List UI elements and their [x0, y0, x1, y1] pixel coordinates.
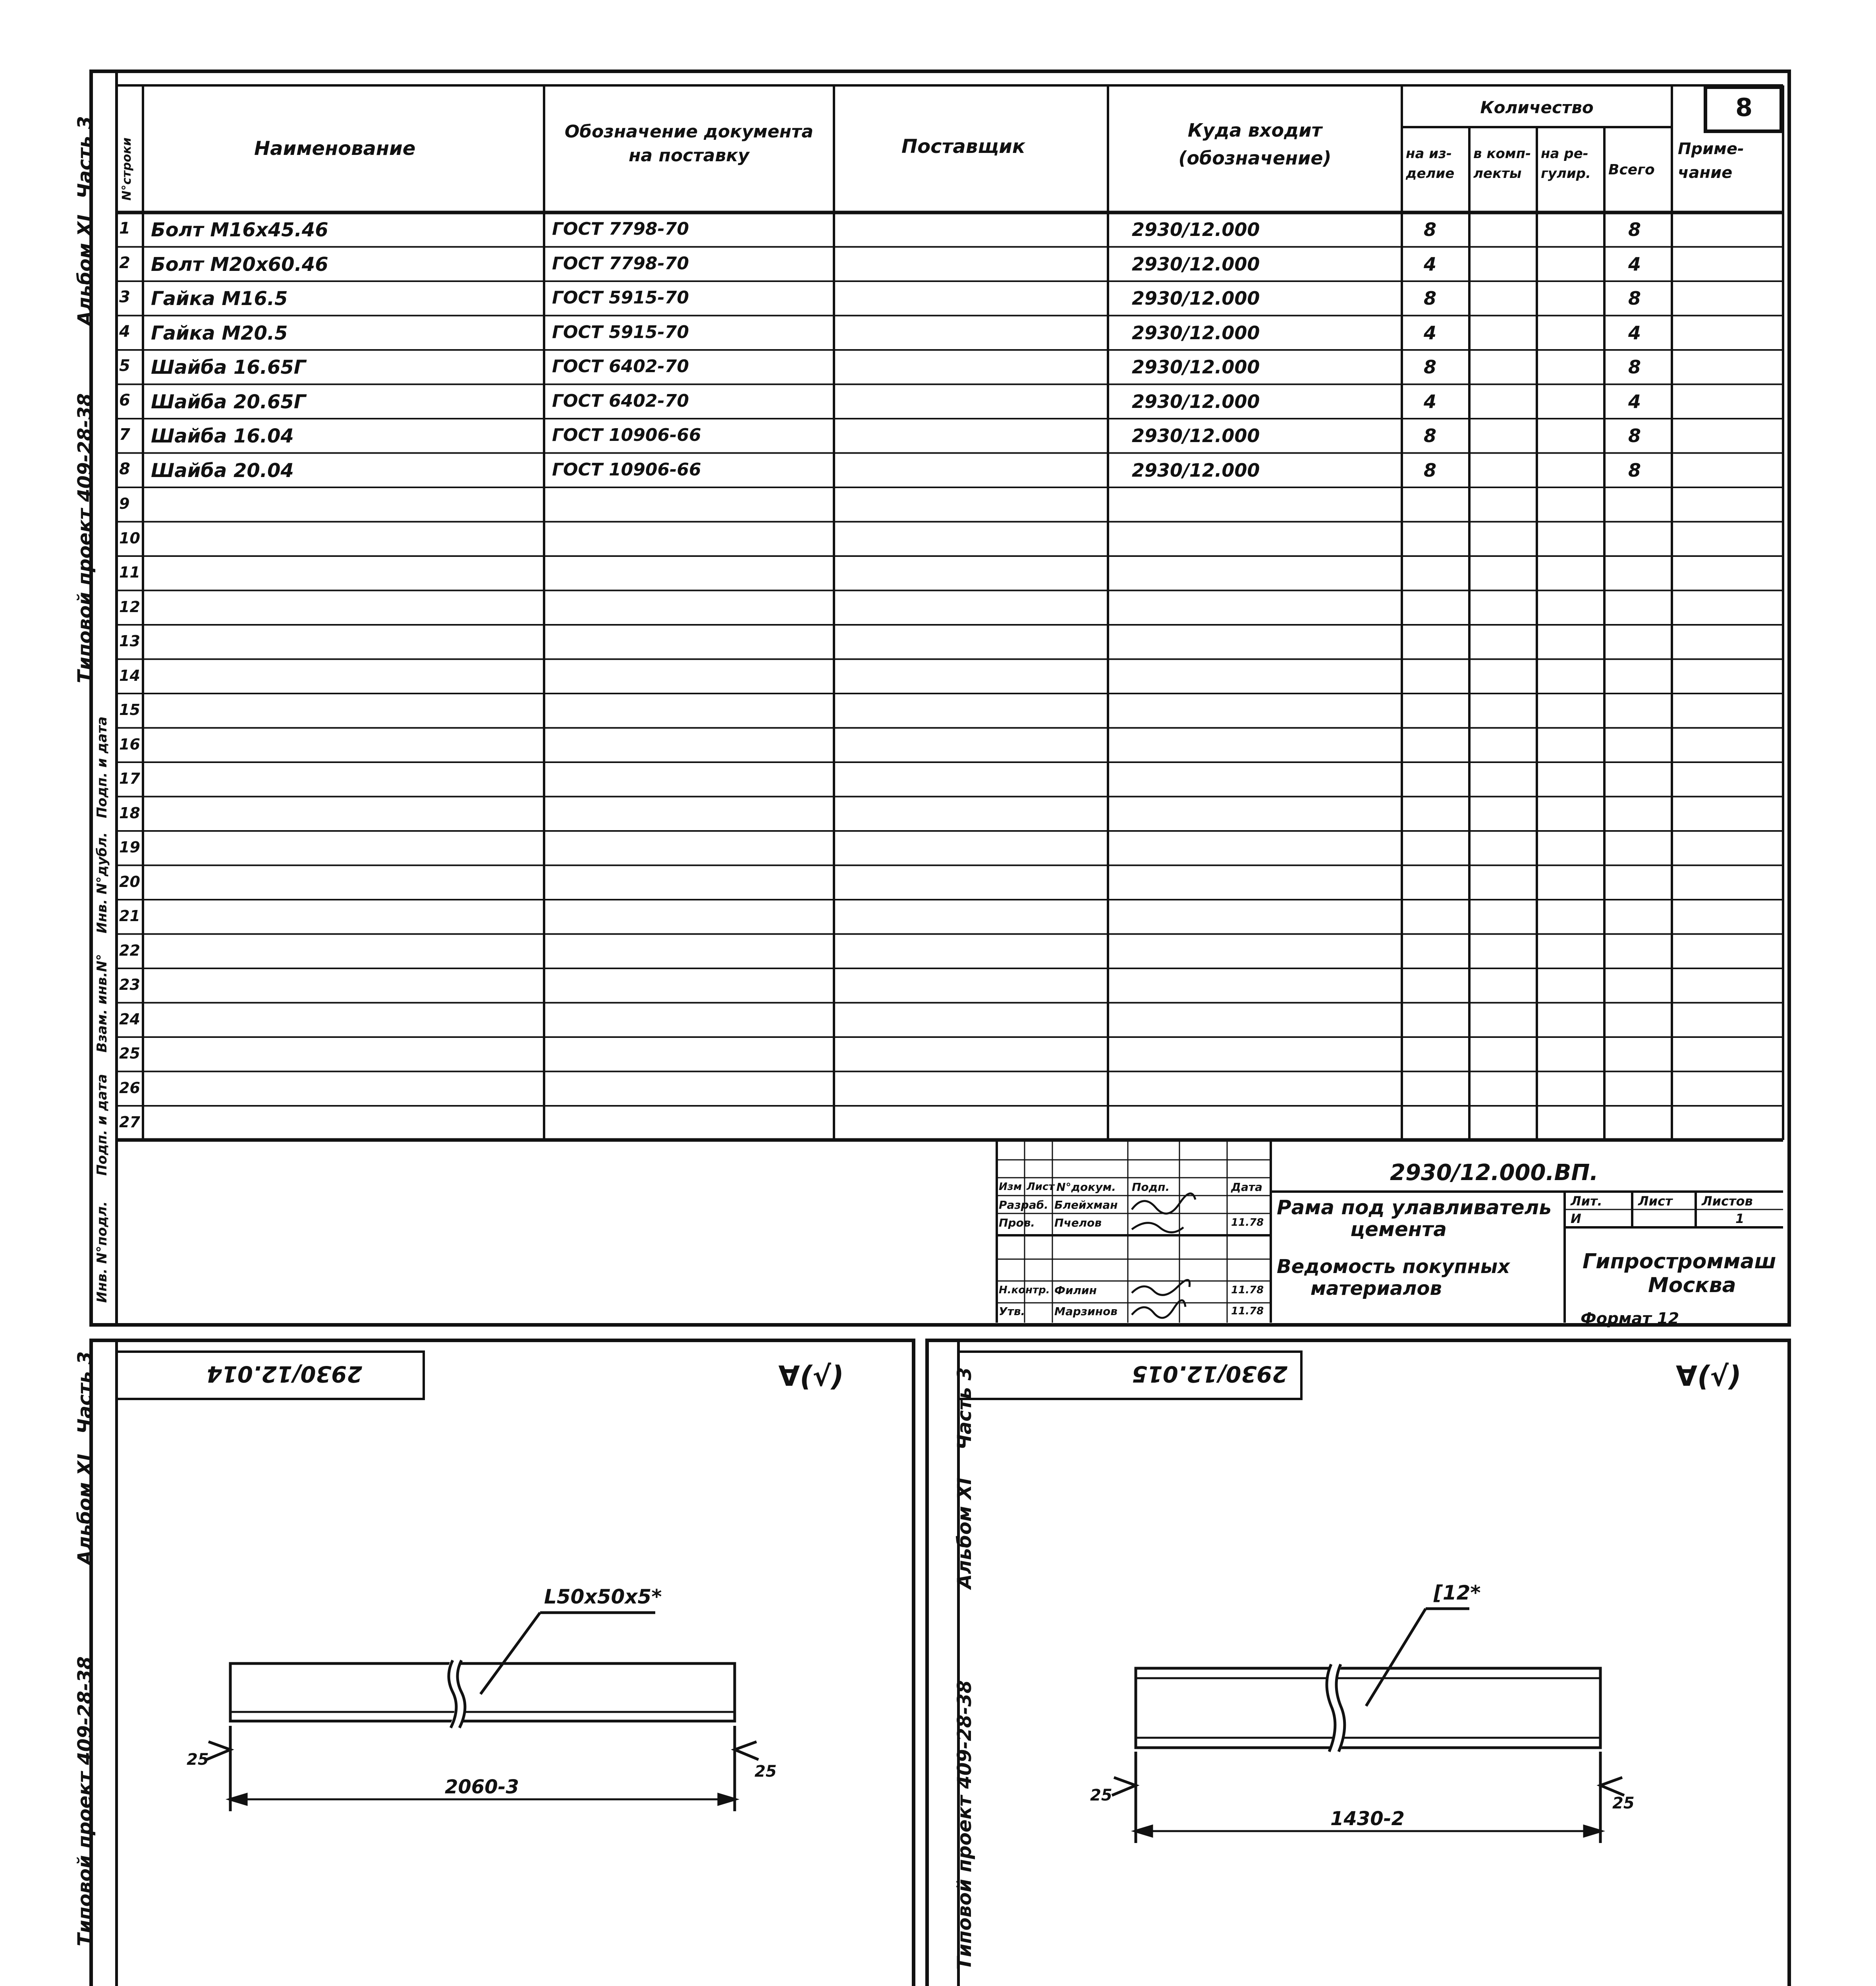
spec-tb-izm: Изм [999, 1181, 1022, 1193]
spec-doc-code: 2930/12.000.ВП. [1390, 1160, 1598, 1186]
spec-side-part: Часть 3 [74, 116, 96, 199]
row-number: 24 [119, 1010, 140, 1028]
spec-side-project: Типовой проект 409-28-38 [74, 393, 96, 683]
spec-tb-org-2: Москва [1648, 1273, 1736, 1297]
spec-title-2: цемента [1350, 1218, 1447, 1241]
row-doc: ГОСТ 7798-70 [552, 219, 689, 239]
row-number: 17 [119, 770, 140, 787]
spec-side-stamp-3: Инв. N°дубл. [94, 832, 110, 933]
right-side-part: Часть 3 [953, 1367, 976, 1450]
row-number: 23 [119, 976, 140, 993]
row-number: 7 [119, 425, 130, 444]
spec-tb-razrab: Разраб. [999, 1198, 1048, 1211]
header-qty-item-2: делие [1406, 166, 1455, 182]
header-qty-item-1: на из- [1406, 146, 1452, 162]
right-roughness: ∀(√) [1676, 1360, 1741, 1393]
row-number: 12 [119, 598, 140, 616]
left-angle-left: 25 [187, 1750, 209, 1769]
row-dest: 2930/12.000 [1132, 390, 1260, 412]
left-profile-label: L50х50х5* [544, 1585, 662, 1608]
header-note-2: чание [1678, 164, 1733, 182]
row-dest: 2930/12.000 [1132, 425, 1260, 446]
row-number: 8 [119, 460, 130, 478]
row-number: 16 [119, 735, 140, 753]
spec-tb-listov-val: 1 [1735, 1211, 1745, 1226]
row-number: 4 [119, 322, 130, 341]
row-qty-item: 4 [1424, 390, 1437, 412]
row-qty-total: 8 [1628, 459, 1641, 481]
spec-title-1: Рама под улавливатель [1277, 1196, 1552, 1219]
row-doc: ГОСТ 5915-70 [552, 322, 689, 342]
row-number: 2 [119, 253, 130, 272]
spec-title-3: Ведомость покупных [1277, 1256, 1510, 1278]
spec-tb-utv-date: 11.78 [1231, 1305, 1264, 1317]
left-roughness: ∀(√) [778, 1360, 844, 1393]
row-number: 21 [119, 907, 140, 925]
header-dest-2: (обозначение) [1178, 147, 1332, 169]
row-doc: ГОСТ 10906-66 [552, 459, 701, 480]
row-number: 1 [119, 219, 130, 238]
spec-side-stamp-1: Подп. и дата [94, 1074, 110, 1176]
spec-tb-org-1: Гипростроммаш [1583, 1250, 1776, 1273]
row-qty-item: 8 [1424, 459, 1437, 481]
row-doc: ГОСТ 6402-70 [552, 390, 689, 411]
row-qty-item: 8 [1424, 219, 1437, 240]
row-doc: ГОСТ 6402-70 [552, 356, 689, 377]
spec-tb-nkontr-date: 11.78 [1231, 1284, 1264, 1296]
spec-tb-prov: Пров. [999, 1216, 1035, 1229]
row-name: Болт М20х60.46 [151, 253, 328, 276]
row-name: Шайба 20.65Г [151, 390, 306, 413]
row-qty-total: 8 [1628, 425, 1641, 446]
left-corner-code: 2930/12.014 [207, 1361, 363, 1387]
left-angle-right: 25 [755, 1762, 777, 1781]
row-qty-total: 4 [1628, 390, 1641, 412]
spec-tb-prov-name: Пчелов [1054, 1216, 1102, 1229]
header-qty-total: Всего [1608, 162, 1655, 178]
row-qty-item: 8 [1424, 288, 1437, 309]
row-number: 20 [119, 873, 140, 891]
row-qty-total: 4 [1628, 253, 1641, 275]
row-number: 10 [119, 529, 140, 547]
header-row-num: N°строки [120, 137, 134, 201]
header-qty-set-2: лекты [1473, 166, 1522, 182]
row-number: 3 [119, 288, 130, 306]
spec-tb-utv-name: Марзинов [1054, 1305, 1117, 1318]
header-name: Наименование [254, 137, 416, 160]
row-dest: 2930/12.000 [1132, 459, 1260, 481]
spec-tb-listov: Листов [1702, 1194, 1753, 1209]
row-qty-total: 8 [1628, 288, 1641, 309]
spec-tb-nkontr-name: Филин [1054, 1284, 1097, 1297]
row-name: Шайба 16.65Г [151, 356, 306, 379]
row-number: 19 [119, 838, 140, 856]
row-number: 14 [119, 667, 140, 684]
row-qty-item: 4 [1424, 322, 1437, 344]
spec-tb-ndoc: N°докум. [1056, 1180, 1116, 1194]
row-name: Гайка М16.5 [151, 288, 288, 310]
row-dest: 2930/12.000 [1132, 253, 1260, 275]
spec-tb-podp: Подп. [1132, 1180, 1170, 1194]
header-doc-2: на поставку [629, 145, 749, 166]
row-qty-item: 8 [1424, 356, 1437, 378]
row-number: 22 [119, 941, 140, 959]
right-side-album: Альбом XI [953, 1478, 976, 1589]
row-name: Шайба 20.04 [151, 459, 294, 482]
row-number: 11 [119, 564, 140, 581]
page-number: 8 [1735, 93, 1753, 122]
row-number: 5 [119, 357, 130, 375]
row-qty-item: 4 [1424, 253, 1437, 275]
row-qty-item: 8 [1424, 425, 1437, 446]
header-qty-rep-1: на ре- [1541, 146, 1588, 162]
right-dim-length: 1430-2 [1330, 1808, 1405, 1830]
spec-side-stamp-0: Инв. N°подл. [94, 1201, 110, 1303]
spec-title-4: материалов [1310, 1277, 1442, 1300]
header-note-1: Приме- [1678, 140, 1744, 158]
header-qty-rep-2: гулир. [1541, 166, 1591, 182]
spec-side-stamp-2: Взам. инв.N° [94, 954, 110, 1053]
row-number: 13 [119, 632, 140, 650]
header-qty: Количество [1480, 98, 1594, 117]
row-doc: ГОСТ 7798-70 [552, 253, 689, 274]
spec-tb-nkontr: Н.контр. [999, 1284, 1050, 1296]
spec-side-stamp-4: Подп. и дата [94, 716, 110, 818]
left-side-album: Альбом XI [74, 1454, 96, 1565]
spec-tb-data: Дата [1231, 1180, 1262, 1194]
row-dest: 2930/12.000 [1132, 322, 1260, 344]
right-angle-left: 25 [1090, 1786, 1112, 1804]
row-qty-total: 8 [1628, 219, 1641, 240]
row-name: Болт М16х45.46 [151, 219, 328, 241]
left-side-part: Часть 3 [74, 1351, 96, 1434]
row-doc: ГОСТ 5915-70 [552, 288, 689, 308]
right-angle-right: 25 [1612, 1794, 1635, 1812]
spec-tb-razrab-name: Блейхман [1054, 1198, 1118, 1211]
row-name: Гайка М20.5 [151, 322, 288, 344]
left-dim-length: 2060-3 [445, 1776, 519, 1798]
spec-tb-prov-date: 11.78 [1231, 1217, 1264, 1229]
spec-tb-format: Формат 12 [1581, 1310, 1679, 1328]
row-dest: 2930/12.000 [1132, 356, 1260, 378]
row-dest: 2930/12.000 [1132, 288, 1260, 309]
row-number: 26 [119, 1079, 140, 1097]
row-doc: ГОСТ 10906-66 [552, 425, 701, 445]
spec-tb-list2: Лист [1638, 1194, 1673, 1209]
header-dest-1: Куда входит [1187, 120, 1322, 141]
spec-tb-lit-val: И [1571, 1211, 1581, 1226]
spec-tb-utv: Утв. [999, 1305, 1025, 1318]
right-corner-code: 2930/12.015 [1132, 1361, 1288, 1387]
row-name: Шайба 16.04 [151, 425, 294, 447]
spec-side-album: Альбом XI [74, 214, 96, 326]
header-doc-1: Обозначение документа [564, 122, 814, 142]
row-number: 9 [119, 495, 130, 512]
row-number: 6 [119, 391, 130, 410]
right-profile-label: [12* [1434, 1581, 1481, 1604]
row-qty-total: 4 [1628, 322, 1641, 344]
spec-tb-lit: Лит. [1571, 1194, 1602, 1209]
row-dest: 2930/12.000 [1132, 219, 1260, 240]
header-qty-set-1: в комп- [1473, 146, 1531, 162]
row-number: 27 [119, 1113, 140, 1131]
spec-tb-list: Лист [1027, 1181, 1055, 1193]
header-supplier: Поставщик [901, 135, 1025, 158]
left-side-project: Типовой проект 409-28-38 [74, 1656, 96, 1946]
row-number: 15 [119, 701, 140, 719]
row-number: 18 [119, 804, 140, 822]
right-side-project: Типовой проект 409-28-38 [953, 1680, 976, 1970]
row-qty-total: 8 [1628, 356, 1641, 378]
row-number: 25 [119, 1045, 140, 1062]
